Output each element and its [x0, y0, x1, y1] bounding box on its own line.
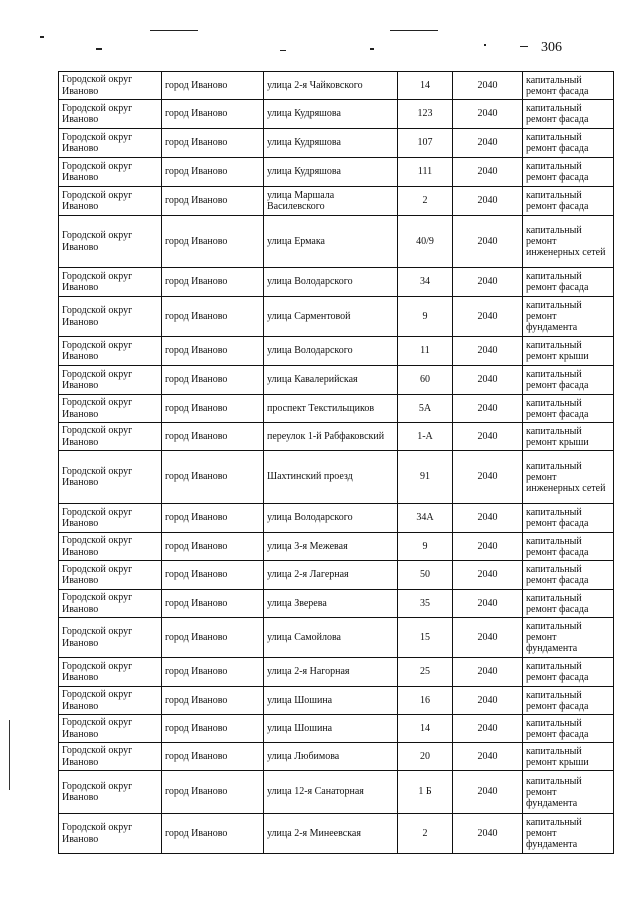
city-cell: город Иваново — [162, 423, 264, 451]
okrug-cell: Городской округ Иваново — [59, 771, 162, 814]
city-cell: город Иваново — [162, 72, 264, 100]
year-cell: 2040 — [453, 687, 523, 715]
work-type-cell: капитальный ремонт инженерных сетей — [523, 216, 614, 268]
year-cell: 2040 — [453, 590, 523, 618]
city-cell: город Иваново — [162, 771, 264, 814]
street-cell: улица Кудряшова — [264, 129, 398, 158]
street-cell: улица 3-я Межевая — [264, 533, 398, 561]
okrug-cell: Городской округ Иваново — [59, 187, 162, 216]
year-cell: 2040 — [453, 814, 523, 854]
city-cell: город Иваново — [162, 129, 264, 158]
street-cell: улица Кудряшова — [264, 158, 398, 187]
city-cell: город Иваново — [162, 533, 264, 561]
city-cell: город Иваново — [162, 216, 264, 268]
year-cell: 2040 — [453, 561, 523, 590]
house-cell: 123 — [398, 100, 453, 129]
year-cell: 2040 — [453, 366, 523, 395]
year-cell: 2040 — [453, 100, 523, 129]
street-cell: Шахтинский проезд — [264, 451, 398, 504]
scan-speck — [40, 36, 44, 38]
work-type-cell: капитальный ремонт фасада — [523, 100, 614, 129]
city-cell: город Иваново — [162, 158, 264, 187]
table-row — [59, 687, 614, 715]
table-row — [59, 590, 614, 618]
work-type-cell: капитальный ремонт инженерных сетей — [523, 451, 614, 504]
street-cell: улица Кудряшова — [264, 100, 398, 129]
house-cell: 1 Б — [398, 771, 453, 814]
table-row — [59, 743, 614, 771]
table-row — [59, 268, 614, 297]
city-cell: город Иваново — [162, 297, 264, 337]
work-type-cell: капитальный ремонт фасада — [523, 72, 614, 100]
okrug-cell: Городской округ Иваново — [59, 743, 162, 771]
city-cell: город Иваново — [162, 715, 264, 743]
work-type-cell: капитальный ремонт фундамента — [523, 618, 614, 658]
street-cell: улица Володарского — [264, 268, 398, 297]
street-cell: улица Маршала Василевского — [264, 187, 398, 216]
street-cell: улица 2-я Чайковского — [264, 72, 398, 100]
city-cell: город Иваново — [162, 100, 264, 129]
city-cell: город Иваново — [162, 743, 264, 771]
street-cell: улица Самойлова — [264, 618, 398, 658]
house-cell: 25 — [398, 658, 453, 687]
work-type-cell: капитальный ремонт фасада — [523, 187, 614, 216]
city-cell: город Иваново — [162, 187, 264, 216]
year-cell: 2040 — [453, 771, 523, 814]
okrug-cell: Городской округ Иваново — [59, 687, 162, 715]
table-row — [59, 158, 614, 187]
house-cell: 60 — [398, 366, 453, 395]
scan-line — [390, 30, 438, 31]
year-cell: 2040 — [453, 216, 523, 268]
okrug-cell: Городской округ Иваново — [59, 129, 162, 158]
year-cell: 2040 — [453, 158, 523, 187]
street-cell: улица Зверева — [264, 590, 398, 618]
year-cell: 2040 — [453, 297, 523, 337]
year-cell: 2040 — [453, 658, 523, 687]
street-cell: улица Любимова — [264, 743, 398, 771]
okrug-cell: Городской округ Иваново — [59, 297, 162, 337]
house-cell: 1-А — [398, 423, 453, 451]
work-type-cell: капитальный ремонт фундамента — [523, 814, 614, 854]
okrug-cell: Городской округ Иваново — [59, 158, 162, 187]
house-cell: 11 — [398, 337, 453, 366]
year-cell: 2040 — [453, 618, 523, 658]
work-type-cell: капитальный ремонт фасада — [523, 158, 614, 187]
work-type-cell: капитальный ремонт фасада — [523, 504, 614, 533]
okrug-cell: Городской округ Иваново — [59, 618, 162, 658]
city-cell: город Иваново — [162, 395, 264, 423]
okrug-cell: Городской округ Иваново — [59, 814, 162, 854]
house-cell: 9 — [398, 533, 453, 561]
city-cell: город Иваново — [162, 451, 264, 504]
okrug-cell: Городской округ Иваново — [59, 533, 162, 561]
table-row — [59, 72, 614, 100]
okrug-cell: Городской округ Иваново — [59, 216, 162, 268]
house-cell: 16 — [398, 687, 453, 715]
city-cell: город Иваново — [162, 268, 264, 297]
work-type-cell: капитальный ремонт фасада — [523, 715, 614, 743]
street-cell: улица Шошина — [264, 687, 398, 715]
year-cell: 2040 — [453, 187, 523, 216]
house-cell: 14 — [398, 72, 453, 100]
table-row — [59, 771, 614, 814]
okrug-cell: Городской округ Иваново — [59, 268, 162, 297]
work-type-cell: капитальный ремонт крыши — [523, 423, 614, 451]
house-cell: 50 — [398, 561, 453, 590]
work-type-cell: капитальный ремонт крыши — [523, 337, 614, 366]
okrug-cell: Городской округ Иваново — [59, 504, 162, 533]
year-cell: 2040 — [453, 504, 523, 533]
house-cell: 40/9 — [398, 216, 453, 268]
street-cell: улица 2-я Нагорная — [264, 658, 398, 687]
table-row — [59, 618, 614, 658]
house-cell: 111 — [398, 158, 453, 187]
work-type-cell: капитальный ремонт фасада — [523, 658, 614, 687]
city-cell: город Иваново — [162, 590, 264, 618]
work-type-cell: капитальный ремонт фасада — [523, 533, 614, 561]
house-cell: 34 — [398, 268, 453, 297]
house-cell: 9 — [398, 297, 453, 337]
table-row — [59, 561, 614, 590]
repair-schedule-table — [58, 71, 614, 854]
scan-speck — [96, 48, 102, 50]
work-type-cell: капитальный ремонт фундамента — [523, 771, 614, 814]
city-cell: город Иваново — [162, 687, 264, 715]
okrug-cell: Городской округ Иваново — [59, 100, 162, 129]
page-number: 306 — [541, 40, 562, 55]
street-cell: улица 12-я Санаторная — [264, 771, 398, 814]
table-row — [59, 423, 614, 451]
table-row — [59, 129, 614, 158]
street-cell: улица Кавалерийская — [264, 366, 398, 395]
year-cell: 2040 — [453, 743, 523, 771]
city-cell: город Иваново — [162, 658, 264, 687]
street-cell: улица 2-я Лагерная — [264, 561, 398, 590]
okrug-cell: Городской округ Иваново — [59, 561, 162, 590]
table-row — [59, 814, 614, 854]
table-row — [59, 395, 614, 423]
street-cell: улица Ермака — [264, 216, 398, 268]
okrug-cell: Городской округ Иваново — [59, 658, 162, 687]
year-cell: 2040 — [453, 395, 523, 423]
city-cell: город Иваново — [162, 366, 264, 395]
table-row — [59, 658, 614, 687]
okrug-cell: Городской округ Иваново — [59, 337, 162, 366]
city-cell: город Иваново — [162, 504, 264, 533]
year-cell: 2040 — [453, 72, 523, 100]
street-cell: улица Шошина — [264, 715, 398, 743]
year-cell: 2040 — [453, 337, 523, 366]
house-cell: 15 — [398, 618, 453, 658]
house-cell: 34А — [398, 504, 453, 533]
table-row — [59, 100, 614, 129]
year-cell: 2040 — [453, 533, 523, 561]
year-cell: 2040 — [453, 715, 523, 743]
house-cell: 35 — [398, 590, 453, 618]
table-row — [59, 504, 614, 533]
house-cell: 107 — [398, 129, 453, 158]
work-type-cell: капитальный ремонт фасада — [523, 687, 614, 715]
work-type-cell: капитальный ремонт фасада — [523, 366, 614, 395]
street-cell: улица Володарского — [264, 337, 398, 366]
city-cell: город Иваново — [162, 814, 264, 854]
work-type-cell: капитальный ремонт фасада — [523, 395, 614, 423]
table-row — [59, 187, 614, 216]
okrug-cell: Городской округ Иваново — [59, 715, 162, 743]
okrug-cell: Городской округ Иваново — [59, 366, 162, 395]
scan-line — [520, 46, 528, 47]
work-type-cell: капитальный ремонт фасада — [523, 129, 614, 158]
house-cell: 2 — [398, 187, 453, 216]
city-cell: город Иваново — [162, 618, 264, 658]
work-type-cell: капитальный ремонт фасада — [523, 561, 614, 590]
house-cell: 5А — [398, 395, 453, 423]
table-row — [59, 451, 614, 504]
work-type-cell: капитальный ремонт фасада — [523, 590, 614, 618]
okrug-cell: Городской округ Иваново — [59, 395, 162, 423]
table-row — [59, 216, 614, 268]
scan-margin-line — [9, 720, 10, 790]
street-cell: переулок 1-й Рабфаковский — [264, 423, 398, 451]
house-cell: 14 — [398, 715, 453, 743]
okrug-cell: Городской округ Иваново — [59, 451, 162, 504]
scan-speck — [370, 48, 374, 50]
table-row — [59, 337, 614, 366]
table-row — [59, 297, 614, 337]
city-cell: город Иваново — [162, 561, 264, 590]
table-row — [59, 366, 614, 395]
scan-speck — [484, 44, 486, 46]
year-cell: 2040 — [453, 268, 523, 297]
house-cell: 91 — [398, 451, 453, 504]
year-cell: 2040 — [453, 451, 523, 504]
okrug-cell: Городской округ Иваново — [59, 590, 162, 618]
table-row — [59, 533, 614, 561]
year-cell: 2040 — [453, 423, 523, 451]
street-cell: улица 2-я Минеевская — [264, 814, 398, 854]
scan-line — [280, 50, 286, 51]
table-row — [59, 715, 614, 743]
work-type-cell: капитальный ремонт крыши — [523, 743, 614, 771]
year-cell: 2040 — [453, 129, 523, 158]
okrug-cell: Городской округ Иваново — [59, 423, 162, 451]
house-cell: 20 — [398, 743, 453, 771]
street-cell: проспект Текстильщиков — [264, 395, 398, 423]
work-type-cell: капитальный ремонт фасада — [523, 268, 614, 297]
city-cell: город Иваново — [162, 337, 264, 366]
street-cell: улица Володарского — [264, 504, 398, 533]
okrug-cell: Городской округ Иваново — [59, 72, 162, 100]
scan-line — [150, 30, 198, 31]
work-type-cell: капитальный ремонт фундамента — [523, 297, 614, 337]
house-cell: 2 — [398, 814, 453, 854]
street-cell: улица Сарментовой — [264, 297, 398, 337]
